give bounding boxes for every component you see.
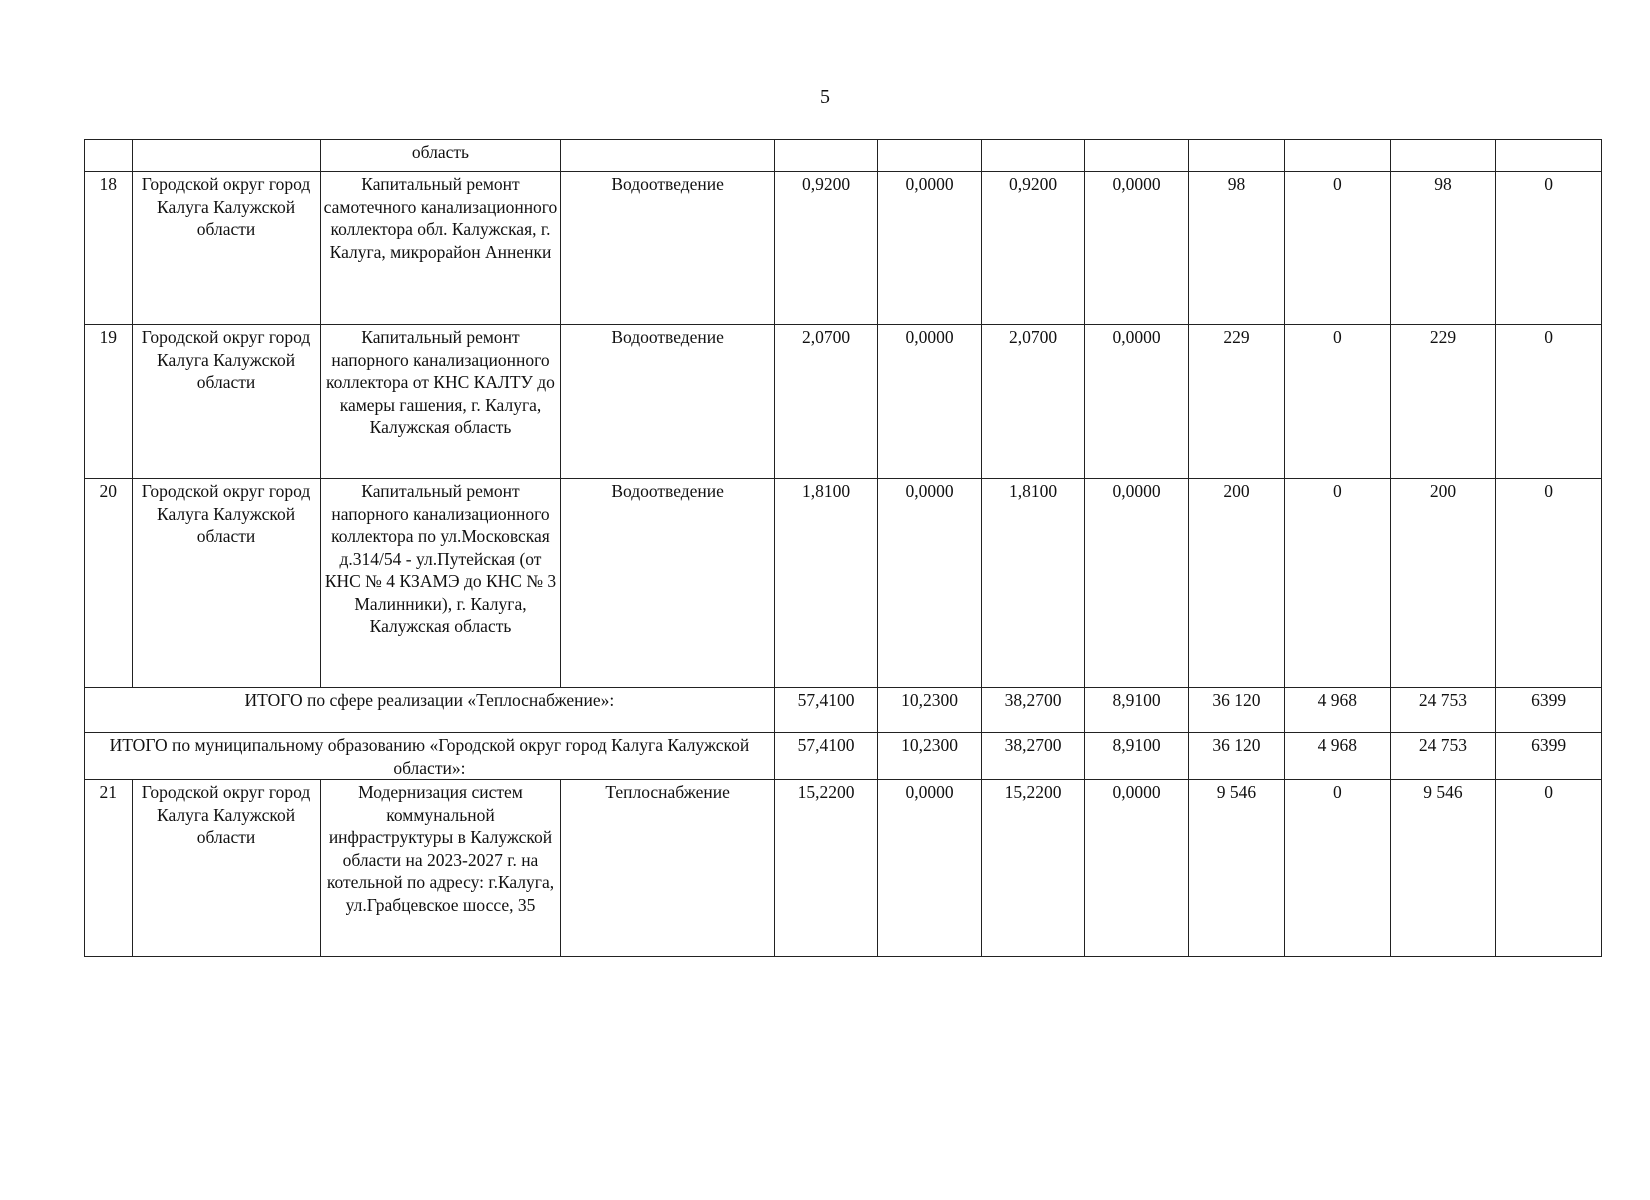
cell-num: 19 (85, 325, 133, 479)
cell-object: Капитальный ремонт напорного канализационного коллектора от КНС КАЛТУ до камеры гашения, г. Калуга, Калужская область (320, 325, 561, 479)
cell-value: 98 (1390, 172, 1496, 325)
cell-value: 0 (1496, 172, 1602, 325)
total-label: ИТОГО по муниципальному образованию «Городской округ город Калуга Калужской области»: (85, 733, 775, 780)
cell-service: Водоотведение (561, 479, 774, 688)
cell-value: 4 968 (1285, 733, 1391, 780)
cell-value: 8,9100 (1085, 733, 1189, 780)
cell-value: 2,0700 (774, 325, 878, 479)
cell-object: Капитальный ремонт напорного канализационного коллектора по ул.Московская д.314/54 - ул.Путейская (от КНС № 4 КЗАМЭ до КНС № 3 Малинники), г. Калуга, Калужская область (320, 479, 561, 688)
cell-value: 0,0000 (1085, 780, 1189, 957)
cell-value: 9 546 (1390, 780, 1496, 957)
cell-value: 6399 (1496, 688, 1602, 733)
cell-value: 1,8100 (774, 479, 878, 688)
table-row (85, 172, 1602, 325)
cell-municipality: Городской округ город Калуга Калужской области (132, 479, 320, 688)
cell-municipality: Городской округ город Калуга Калужской области (132, 780, 320, 957)
cell-value: 15,2200 (774, 780, 878, 957)
table-row (85, 479, 1602, 688)
cell-service (561, 140, 774, 172)
cell-value: 0 (1285, 479, 1391, 688)
cell-value: 0,0000 (878, 780, 982, 957)
cell-value: 38,2700 (981, 688, 1085, 733)
total-row-municipality (85, 733, 1602, 780)
cell-num: 21 (85, 780, 133, 957)
cell-value: 0,9200 (981, 172, 1085, 325)
cell-value: 0 (1496, 479, 1602, 688)
cell-value: 38,2700 (981, 733, 1085, 780)
cell-value (1496, 140, 1602, 172)
total-row-heat-supply (85, 688, 1602, 733)
cell-object: Капитальный ремонт самотечного канализационного коллектора обл. Калужская, г. Калуга, микрорайон Анненки (320, 172, 561, 325)
cell-value: 200 (1188, 479, 1284, 688)
cell-value: 229 (1390, 325, 1496, 479)
cell-value: 6399 (1496, 733, 1602, 780)
table-row (85, 325, 1602, 479)
cell-value: 0,0000 (1085, 325, 1189, 479)
cell-value: 0 (1496, 780, 1602, 957)
cell-value: 229 (1188, 325, 1284, 479)
cell-value: 36 120 (1188, 733, 1284, 780)
table-row (85, 780, 1602, 957)
cell-value: 0,0000 (878, 172, 982, 325)
cell-value (1085, 140, 1189, 172)
cell-value: 0,0000 (1085, 479, 1189, 688)
cell-value: 0 (1285, 325, 1391, 479)
continuation-row (85, 140, 1602, 172)
cell-value: 4 968 (1285, 688, 1391, 733)
cell-service: Водоотведение (561, 325, 774, 479)
cell-value: 24 753 (1390, 688, 1496, 733)
cell-value (981, 140, 1085, 172)
cell-value (878, 140, 982, 172)
cell-value: 9 546 (1188, 780, 1284, 957)
cell-value: 0,0000 (1085, 172, 1189, 325)
cell-value: 0,0000 (878, 325, 982, 479)
page-number: 5 (820, 86, 830, 108)
cell-value: 24 753 (1390, 733, 1496, 780)
cell-service: Водоотведение (561, 172, 774, 325)
cell-value (1390, 140, 1496, 172)
cell-value: 0,9200 (774, 172, 878, 325)
cell-municipality: Городской округ город Калуга Калужской области (132, 325, 320, 479)
cell-value: 0,0000 (878, 479, 982, 688)
cell-value: 10,2300 (878, 733, 982, 780)
cell-value: 8,9100 (1085, 688, 1189, 733)
cell-value: 0 (1285, 172, 1391, 325)
cell-municipality (132, 140, 320, 172)
cell-municipality: Городской округ город Калуга Калужской области (132, 172, 320, 325)
cell-value: 57,4100 (774, 688, 878, 733)
cell-value: 57,4100 (774, 733, 878, 780)
cell-object: область (320, 140, 561, 172)
total-label: ИТОГО по сфере реализации «Теплоснабжение»: (85, 688, 775, 733)
cell-num (85, 140, 133, 172)
cell-value: 2,0700 (981, 325, 1085, 479)
cell-value (774, 140, 878, 172)
cell-value: 10,2300 (878, 688, 982, 733)
cell-value (1188, 140, 1284, 172)
cell-value: 0 (1496, 325, 1602, 479)
cell-value: 0 (1285, 780, 1391, 957)
program-table (84, 139, 1602, 957)
cell-value: 1,8100 (981, 479, 1085, 688)
cell-value: 36 120 (1188, 688, 1284, 733)
cell-service: Теплоснабжение (561, 780, 774, 957)
cell-value (1285, 140, 1391, 172)
cell-num: 18 (85, 172, 133, 325)
cell-value: 200 (1390, 479, 1496, 688)
cell-object: Модернизация систем коммунальной инфраструктуры в Калужской области на 2023-2027 г. на котельной по адресу: г.Калуга, ул.Грабцевское шоссе, 35 (320, 780, 561, 957)
cell-num: 20 (85, 479, 133, 688)
cell-value: 98 (1188, 172, 1284, 325)
cell-value: 15,2200 (981, 780, 1085, 957)
